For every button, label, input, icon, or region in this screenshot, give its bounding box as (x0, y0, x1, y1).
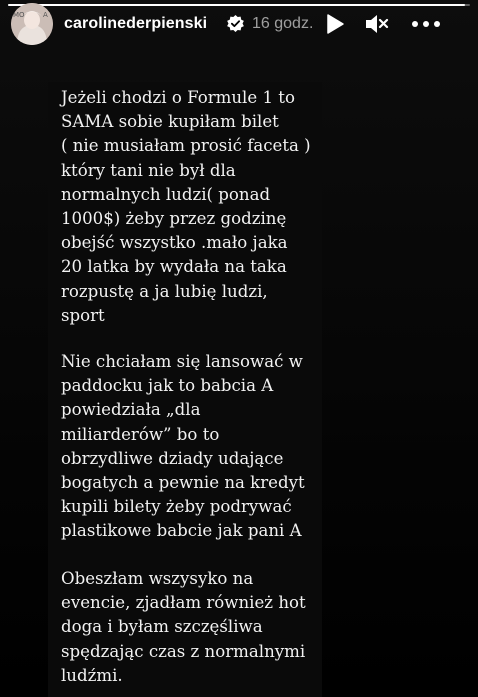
play-icon[interactable] (325, 13, 345, 35)
story-username[interactable]: carolinederpienski (64, 15, 208, 32)
story-paragraph-1: Jeżeli chodzi o Formule 1 to SAMA sobie kupiłam bilet ( nie musiałam prosić faceta ) który tani nie był dla normalnych ludzi( ponad 1000$) żeby przez godzinę obejść wszystko .mało jaka 20 latka by wydała na taka rozpustę a ja lubię ludzi, sport (61, 88, 311, 325)
story-timestamp: 16 godz. (252, 15, 314, 32)
svg-text:A: A (43, 11, 48, 19)
story-paragraph-2: Nie chciałam się lansować w paddocku jak to babcia A powiedziała „dla miliarderów” bo to obrzydliwe dziady udające bogatych a pewnie na kredyt kupili bilety żeby podrywać plastikowe babcie jak pani A (61, 352, 305, 541)
svg-text:MO: MO (13, 11, 25, 19)
muted-speaker-icon[interactable] (364, 13, 390, 35)
story-header (0, 0, 478, 52)
profile-avatar-image (11, 3, 53, 45)
avatar[interactable] (11, 3, 53, 45)
story-paragraph-3: Obeszłam wszysyko na evencie, zjadłam również hot doga i byłam szczęśliwa spędzając czas z normalnymi ludźmi. (61, 569, 306, 685)
verified-badge-icon (226, 14, 245, 33)
more-options-icon[interactable] (411, 14, 441, 34)
